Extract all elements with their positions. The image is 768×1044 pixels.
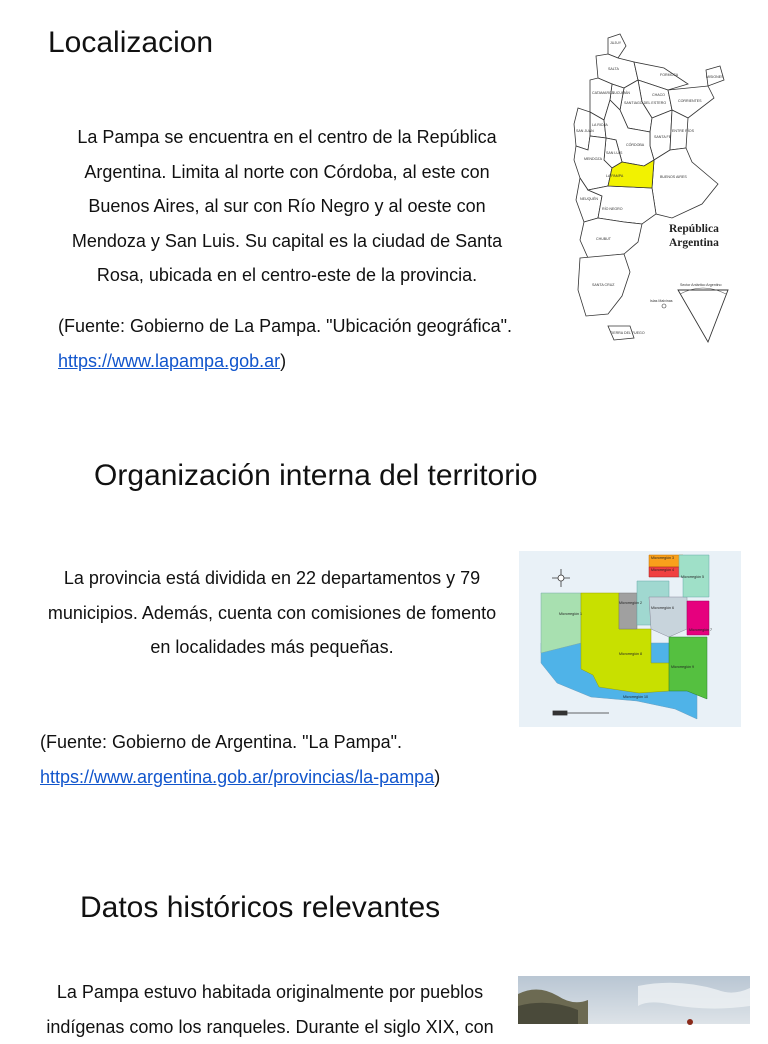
historia-paragraph (22, 975, 518, 1044)
argentina-map (568, 28, 738, 354)
map-label-misiones: MISIONES (706, 75, 724, 79)
organizacion-source (40, 725, 510, 794)
localizacion-source (58, 309, 558, 378)
map-label-salta: SALTA (608, 67, 619, 71)
source-link-lapampa[interactable]: https://www.lapampa.gob.ar (58, 351, 280, 371)
region-label: Microrregión 8 (619, 652, 642, 656)
map-malvinas (662, 304, 666, 308)
source-text: (Fuente: Gobierno de Argentina. "La Pampa". (40, 725, 510, 760)
source-link-argentina-gob[interactable]: https://www.argentina.gob.ar/provincias/la-pampa (40, 767, 434, 787)
source-close: ) (280, 351, 286, 371)
la-pampa-regions-map (519, 551, 741, 727)
map-label-santiago: SANTIAGO DEL ESTERO (624, 101, 666, 105)
map-label-tierra-del-fuego: TIERRA DEL FUEGO (610, 331, 645, 335)
paragraph-line: La Pampa se encuentra en el centro de la República (40, 120, 534, 155)
region-grey (619, 593, 637, 629)
map-chubut (580, 218, 642, 258)
map-label-chubut: CHUBUT (596, 237, 612, 241)
map-title-line2: Argentina (669, 237, 719, 249)
historical-painting-image (518, 976, 750, 1024)
heading-datos-historicos: Datos históricos relevantes (80, 889, 440, 927)
heading-organizacion: Organización interna del territorio (94, 457, 538, 495)
region-label: Microrregión 4 (651, 568, 674, 572)
region-label: Microrregión 9 (671, 665, 694, 669)
paragraph-line: Argentina. Limita al norte con Córdoba, al este con (40, 155, 534, 190)
paragraph-line: La provincia está dividida en 22 departamentos y 79 (25, 561, 519, 596)
map-title-line1: República (669, 223, 719, 235)
map-label-catamarca: CATAMARCA (592, 91, 615, 95)
map-label-tucuman: TUCUMÁN (612, 91, 630, 95)
map-buenos-aires (652, 148, 718, 218)
map-label-corrientes: CORRIENTES (678, 99, 702, 103)
map-label-santa-fe: SANTA FE (654, 135, 672, 139)
map-label-buenos-aires: BUENOS AIRES (660, 175, 687, 179)
map-label-rio-negro: RÍO NEGRO (602, 207, 623, 211)
map-label-mendoza: MENDOZA (584, 157, 603, 161)
heading-localizacion: Localizacion (48, 24, 213, 62)
map-label-la-pampa: LA PAMPA (606, 174, 624, 178)
organizacion-paragraph (25, 561, 519, 665)
map-label-formosa: FORMOSA (660, 73, 679, 77)
region-label: Microrregión 7 (689, 628, 712, 632)
source-text: (Fuente: Gobierno de La Pampa. "Ubicación geográfica". (58, 309, 558, 344)
map-label-jujuy: JUJUY (610, 41, 622, 45)
region-west (541, 593, 581, 653)
map-label-cordoba: CÓRDOBA (626, 142, 645, 147)
source-close: ) (434, 767, 440, 787)
paragraph-line: en localidades más pequeñas. (25, 630, 519, 665)
map-label-islas: Islas Malvinas (650, 299, 673, 303)
map-label-antartida: Sector Antártico Argentino (680, 283, 722, 287)
region-label: Microrregión 1 (559, 612, 582, 616)
region-label: Microrregión 6 (651, 606, 674, 610)
paragraph-line: La Pampa estuvo habitada originalmente por pueblos (22, 975, 518, 1010)
paragraph-line: indígenas como los ranqueles. Durante el siglo XIX, con (22, 1010, 518, 1044)
map-label-chaco: CHACO (652, 93, 665, 97)
paragraph-line: Buenos Aires, al sur con Río Negro y al oeste con (40, 189, 534, 224)
paragraph-line: Mendoza y San Luis. Su capital es la ciudad de Santa (40, 224, 534, 259)
map-label-entre-rios: ENTRE RÍOS (672, 129, 695, 133)
map-jujuy (608, 34, 626, 58)
map-label-san-luis: SAN LUIS (606, 151, 623, 155)
map-antartida (678, 290, 728, 342)
localizacion-paragraph (40, 120, 534, 293)
map-label-santa-cruz: SANTA CRUZ (592, 283, 615, 287)
map-label-neuquen: NEUQUÉN (580, 196, 598, 201)
region-label: Microrregión 2 (619, 601, 642, 605)
paragraph-line: Rosa, ubicada en el centro-este de la provincia. (40, 258, 534, 293)
paragraph-line: municipios. Además, cuenta con comisiones de fomento (25, 596, 519, 631)
map-label-la-rioja: LA RIOJA (592, 123, 608, 127)
region-label: Microrregión 5 (681, 575, 704, 579)
region-label: Microrregión 10 (623, 695, 648, 699)
map-label-san-juan: SAN JUAN (576, 129, 594, 133)
region-label: Microrregión 3 (651, 556, 674, 560)
